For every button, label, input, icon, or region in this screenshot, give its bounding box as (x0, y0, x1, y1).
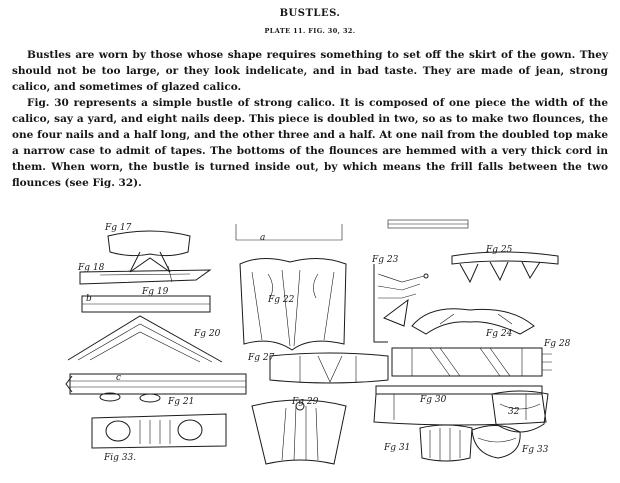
fig-22-corset (240, 258, 346, 350)
letter-b-label: b (86, 294, 92, 304)
fig-31-bustle (383, 425, 472, 461)
fig-19-strip (82, 287, 210, 312)
fig-20-label: Fg 20 (194, 329, 221, 339)
plate-illustration (0, 214, 620, 483)
fig-27-label: Fg 27 (248, 353, 275, 363)
paragraph-2: Fig. 30 represents a simple bustle of strong calico. It is composed of one piece the width of the calico, say a yard, and eight nails deep. This piece is doubled in two, so as to make two flounces, the one four nails and a half long, and the other three and a half. At one nail from the doubled top make a narrow case to admit of tapes. The bottoms of the flounces are hemmed with a very thick cord in them. When worn, the bustle is turned inside out, by which means the frill falls between the two flounces (see Fig. 32). (12, 97, 608, 189)
fig-33-left-label: Fig 33. (104, 453, 137, 463)
fig-25-band (452, 245, 558, 282)
fig-31-label: Fg 31 (384, 443, 411, 453)
fig-23-lacing (371, 255, 428, 342)
fig-29-label: Fg 29 (292, 397, 319, 407)
fig-24-shoulder (412, 309, 534, 339)
fig-28-band (392, 339, 571, 376)
fig-21-label: Fg 21 (168, 397, 195, 407)
body-text (12, 47, 608, 191)
fig-18-label: Fg 18 (78, 263, 105, 273)
fig-30-bustle (374, 386, 546, 425)
paragraph-1: Bustles are worn by those whose shape requires something to set off the skirt of the gown. They should not be too large, or they look indelicate, and in bad taste. They are made of jean, strong calico, and sometimes of glazed calico. (12, 49, 608, 93)
fig-33-right-label: Fg 33 (522, 445, 549, 455)
fig-18-band (77, 263, 210, 284)
letter-c-label: c (116, 373, 122, 383)
fig-30-label: Fg 30 (420, 395, 447, 405)
page-title: BUSTLES. (279, 8, 341, 19)
fig-27-band (247, 353, 388, 383)
fig-28-label: Fg 28 (544, 339, 571, 349)
letter-a-label: a (260, 233, 266, 243)
plate-reference: PLATE 11. FIG. 30, 32. (264, 27, 356, 35)
fig-24-label: Fg 24 (486, 329, 513, 339)
fig-19-label: Fg 19 (142, 287, 169, 297)
fig-17-label: Fg 17 (105, 223, 132, 233)
fig-32-label: 32 (508, 407, 520, 417)
fig-22-label: Fg 22 (268, 295, 295, 305)
fig-29-corset (252, 397, 346, 464)
plate-frame-top (236, 220, 468, 243)
fig-25-label: Fg 25 (486, 245, 513, 255)
fig-17-collar (104, 223, 190, 272)
fig-20-chevron (68, 316, 222, 362)
fig-33-waistpiece (92, 414, 226, 463)
plate-drawing (0, 214, 620, 483)
fig-21-waistband (66, 373, 246, 407)
fig-23-label: Fg 23 (372, 255, 399, 265)
